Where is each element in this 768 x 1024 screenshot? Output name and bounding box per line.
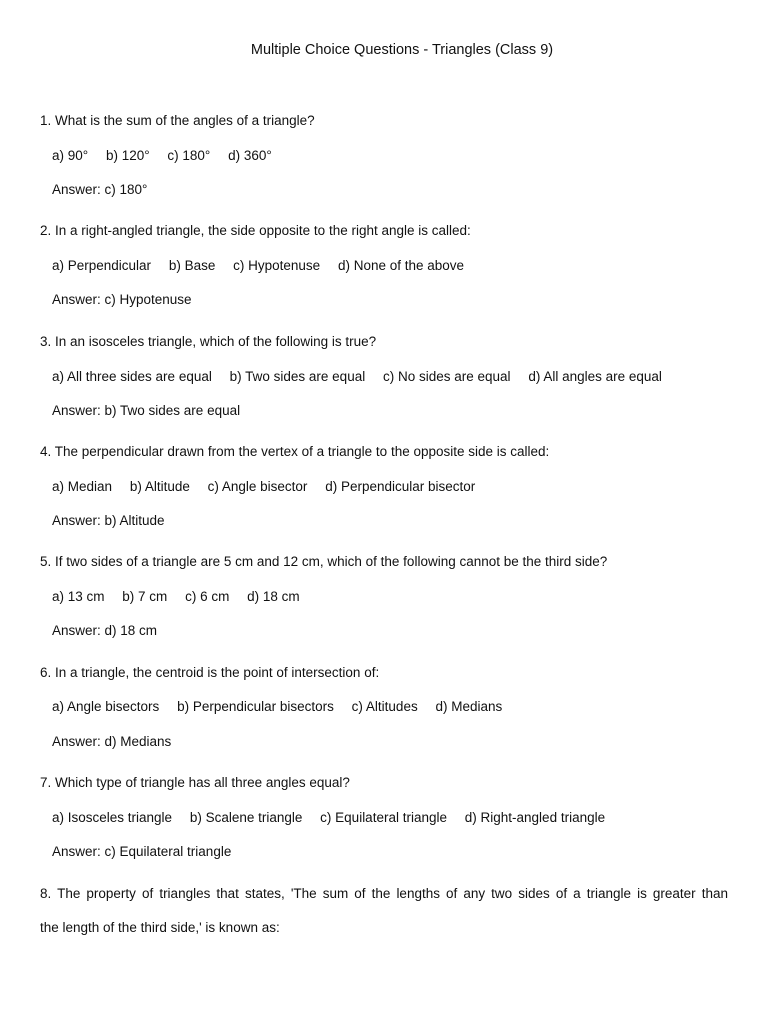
option-d: d) All angles are equal — [528, 369, 662, 384]
option-d: d) Perpendicular bisector — [325, 479, 476, 494]
question-text: 7. Which type of triangle has all three angles equal? — [40, 775, 350, 790]
question-text: 1. What is the sum of the angles of a triangle? — [40, 113, 315, 128]
page-title: Multiple Choice Questions - Triangles (Class 9) — [250, 42, 554, 58]
option-b: b) Scalene triangle — [189, 810, 303, 825]
answer-text: Answer: c) Hypotenuse — [52, 292, 192, 307]
option-a: a) 90° — [52, 148, 89, 163]
option-c: c) 180° — [167, 148, 211, 163]
option-a: a) Angle bisectors — [52, 699, 160, 714]
option-a: a) Perpendicular — [52, 258, 152, 273]
option-a: a) Median — [52, 479, 113, 494]
question-text: 2. In a right-angled triangle, the side opposite to the right angle is called: — [40, 223, 471, 238]
option-a: a) Isosceles triangle — [52, 810, 173, 825]
option-c: c) Angle bisector — [207, 479, 308, 494]
option-c: c) No sides are equal — [382, 369, 511, 384]
options-row — [52, 147, 272, 165]
option-b: b) 120° — [105, 148, 150, 163]
option-b: b) Perpendicular bisectors — [177, 699, 334, 714]
question-text: 8. The property of triangles that states, 'The sum of the lengths of any two sides of a triangle is greater than — [40, 886, 728, 901]
answer-text: Answer: b) Two sides are equal — [52, 403, 241, 418]
question-text: 4. The perpendicular drawn from the vertex of a triangle to the opposite side is called: — [40, 444, 550, 459]
option-a: a) 13 cm — [52, 589, 105, 604]
question-text: 6. In a triangle, the centroid is the point of intersection of: — [40, 665, 380, 680]
option-c: c) 6 cm — [185, 589, 230, 604]
options-row — [52, 698, 502, 716]
option-b: b) 7 cm — [122, 589, 168, 604]
option-d: d) Medians — [435, 699, 503, 714]
option-c: c) Equilateral triangle — [320, 810, 447, 825]
option-c: c) Hypotenuse — [233, 258, 321, 273]
answer-text: Answer: b) Altitude — [52, 513, 165, 528]
question-text: 5. If two sides of a triangle are 5 cm and 12 cm, which of the following cannot be the third side? — [40, 554, 608, 569]
option-b: b) Base — [168, 258, 216, 273]
options-row — [52, 368, 662, 386]
option-d: d) Right-angled triangle — [464, 810, 606, 825]
answer-text: Answer: c) Equilateral triangle — [52, 844, 232, 859]
answer-text: Answer: d) Medians — [52, 734, 172, 749]
option-b: b) Altitude — [129, 479, 190, 494]
option-d: d) 360° — [228, 148, 272, 163]
answer-text: Answer: d) 18 cm — [52, 623, 158, 638]
options-row — [52, 809, 605, 827]
option-d: d) 18 cm — [247, 589, 300, 604]
options-row — [52, 257, 464, 275]
answer-text: Answer: c) 180° — [52, 182, 148, 197]
question-text: 3. In an isosceles triangle, which of the following is true? — [40, 334, 377, 349]
option-d: d) None of the above — [337, 258, 465, 273]
option-b: b) Two sides are equal — [229, 369, 366, 384]
option-a: a) All three sides are equal — [52, 369, 212, 384]
options-row — [52, 478, 475, 496]
question-text-continued: the length of the third side,' is known as: — [40, 920, 280, 935]
option-c: c) Altitudes — [351, 699, 418, 714]
options-row — [52, 588, 300, 606]
